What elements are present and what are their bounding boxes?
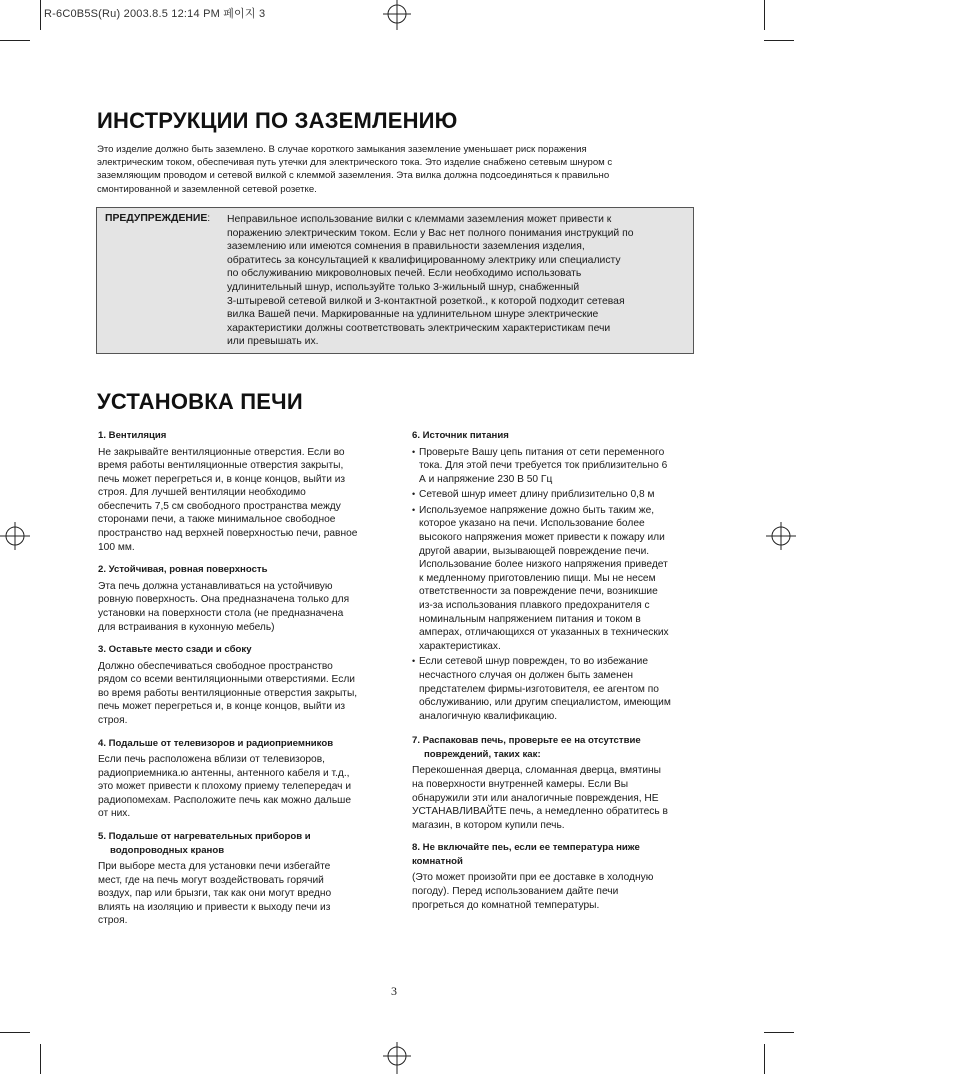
body-line: обнаружили эти или аналогичные повреждения, НЕ: [412, 792, 659, 804]
title-line: 7. Распаковав печь, проверьте ее на отсутствие: [412, 735, 641, 747]
registration-mark-left-icon: [0, 520, 32, 552]
section-unpacking-title: [412, 734, 702, 761]
title-line: повреждений, таких как:: [424, 748, 541, 760]
section-surface-body: [98, 580, 388, 634]
warning-line: по обслуживанию микроволновых печей. Если необходимо использовать: [227, 268, 582, 280]
warning-colon: :: [207, 213, 211, 224]
bullet-item: [412, 488, 702, 502]
crop-mark-bottom-right-v: [764, 1044, 765, 1074]
bullet-line: высокого напряжения может привести к пожару или: [419, 532, 665, 544]
warning-line: характеристики должны соответствовать электрическим характеристикам печи: [227, 322, 611, 334]
crop-mark-top-left-v: [40, 0, 41, 30]
registration-mark-bottom-icon: [381, 1040, 413, 1074]
grounding-intro: [97, 143, 687, 196]
section-temperature-body: [412, 871, 702, 912]
body-line: установки на поверхности стола (не предназначена: [98, 607, 344, 619]
body-line: печь может перегреться и, в конце концов, выйти из: [98, 473, 346, 485]
body-line: рядом со всеми вентиляционными отверстиями. Если: [98, 674, 355, 686]
page-number: 3: [391, 984, 397, 998]
bullet-line: несчастного случая он должен быть заменен: [419, 670, 634, 681]
bullet-line: тока. Для этой печи требуется ток приблизительно 6: [419, 460, 668, 472]
bullet-line: амперах, отличающихся от указанных в технических: [419, 627, 669, 639]
warning-line: поражению электрическим током. Если у Вас нет полного понимания инструкций по: [227, 227, 634, 239]
body-line: обеспечить 7,5 см свободного пространства между: [98, 500, 341, 512]
bullet-line: обслуживанию, или другим специалистом, имеющим: [419, 697, 671, 709]
warning-box: [96, 207, 694, 354]
crop-mark-top-left-h: [0, 40, 30, 41]
section-temperature-title: [412, 841, 702, 868]
warning-line: или превышать их.: [227, 336, 319, 348]
warning-line: 3-штыревой сетевой вилкой и 3-контактной розеткой., к которой подходит сетевая: [227, 295, 625, 307]
grounding-title: ИНСТРУКЦИИ ПО ЗАЗЕМЛЕНИЮ: [97, 108, 458, 133]
warning-label-text: ПРЕДУПРЕЖДЕНИЕ: [105, 213, 208, 224]
bullet-line: номинальным напряжением питания и током в: [419, 613, 641, 625]
title-line: комнатной: [412, 855, 463, 867]
section-ventilation-title: 1. Вентиляция: [98, 430, 167, 441]
bullet-line: другой аварии, вызывающей повреждение печи.: [419, 545, 650, 557]
section-tv-radio-body: [98, 753, 388, 821]
print-header-code: R-6C0B5S(Ru) 2003.8.5 12:14 PM 페이지 3: [44, 8, 266, 20]
body-line: радиоприемника.ю антенны, антенного кабеля и т.д.,: [98, 767, 350, 779]
bullet-item: [412, 446, 702, 487]
bullet-line: Сетевой шнур имеет длину приблизительно 0,8 м: [419, 489, 655, 501]
section-heaters-body: [98, 860, 388, 928]
body-line: печь может перегреться и, в конце концов, выйти из: [98, 701, 346, 713]
body-line: от них.: [98, 808, 131, 820]
section-power-title: 6. Источник питания: [412, 430, 509, 441]
registration-mark-right-icon: [766, 520, 798, 552]
body-line: на поверхности внутренней камеры. Если Вы: [412, 778, 629, 790]
section-clearance-body: [98, 660, 388, 728]
installation-right-column: [412, 429, 702, 912]
warning-line: заземлению или имеются сомнения в правильности заземления изделия,: [227, 241, 585, 253]
section-unpacking-body: [412, 764, 702, 832]
section-tv-radio-title: 4. Подальше от телевизоров и радиоприемников: [98, 737, 334, 749]
bullet-item: [412, 504, 702, 654]
intro-line: заземляющим проводом и сетевой вилкой с клеммой заземления. Эта вилка должна подсоединяться к правильно: [97, 170, 610, 182]
installation-title: УСТАНОВКА ПЕЧИ: [97, 389, 303, 414]
crop-mark-top-right-v: [764, 0, 765, 30]
body-line: во время работы вентиляционные отверстия закрыты,: [98, 687, 358, 699]
title-line: водопроводных кранов: [110, 844, 225, 856]
body-line: это может привести к плохому приему телепередач и: [98, 781, 352, 793]
bullet-line: Если сетевой шнур поврежден, то во избежание: [419, 656, 648, 668]
intro-line: Это изделие должно быть заземлено. В случае короткого замыкания заземление уменьшает риск поражения: [97, 144, 587, 155]
bullet-line: к медленному приготовлению пищи. Мы не несем: [419, 572, 656, 584]
body-line: Должно обеспечиваться свободное пространство: [98, 660, 333, 672]
warning-label: [105, 213, 210, 224]
body-line: (Это может произойти при ее доставке в холодную: [412, 872, 654, 884]
section-heaters-title: [98, 830, 388, 857]
intro-line: смонтированной и заземленной сетевой розетке.: [97, 183, 317, 195]
crop-mark-top-right-h: [764, 40, 794, 41]
bullet-line: А и напряжение 230 В 50 Гц: [419, 473, 553, 485]
intro-line: электрическим током, обеспечивая путь утечки для электрического тока. Это изделие снабжено сетевым шнуром с: [97, 157, 613, 169]
body-line: строя.: [98, 715, 128, 726]
section-ventilation-body: [98, 446, 388, 555]
body-line: магазин, в котором купили печь.: [412, 819, 565, 831]
section-surface-title: 2. Устойчивая, ровная поверхность: [98, 564, 268, 576]
warning-line: обратитесь за консультацией к квалифицированному электрику или специалисту: [227, 254, 621, 266]
body-line: строя.: [98, 915, 128, 927]
bullet-line: предстателем фирмы-изготовителя, ее агентом по: [419, 683, 659, 695]
body-line: время работы вентиляционные отверстия закрыты,: [98, 460, 344, 472]
crop-mark-bottom-left-v: [40, 1044, 41, 1074]
bullet-line: Используемое напряжение дожно быть таким же,: [419, 504, 655, 516]
crop-mark-bottom-left-h: [0, 1032, 30, 1033]
body-line: ровную поверхность. Она предназначена только для: [98, 594, 350, 606]
bullet-line: Проверьте Вашу цепь питания от сети переменного: [419, 446, 665, 458]
warning-line: Неправильное использование вилки с клеммами заземления может привести к: [227, 214, 612, 225]
warning-line: удлинительный шнур, используйте только 3-жильный шнур, снабженный: [227, 281, 580, 293]
title-line: 8. Не включайте пеь, если ее температура ниже: [412, 842, 640, 854]
crop-mark-bottom-right-h: [764, 1032, 794, 1033]
body-line: УСТАНАВЛИВАЙТЕ печь, а немедленно обратитесь в: [412, 806, 668, 818]
body-line: погоду). Перед использованием дайте печи: [412, 885, 619, 897]
body-line: радиопомехам. Расположите печь как можно дальше: [98, 794, 352, 806]
body-line: строя. Для лучшей вентиляции необходимо: [98, 487, 306, 499]
body-line: 100 мм.: [98, 541, 135, 553]
body-line: пространство над верхней поверхностью печи, равное: [98, 528, 358, 540]
bullet-line: из-за использования плавкого предохранителя с: [419, 600, 650, 612]
installation-left-column: [98, 429, 388, 928]
body-line: Если печь расположена вблизи от телевизоров,: [98, 754, 325, 766]
bullet-line: которое указано на печи. Использование более: [419, 518, 645, 530]
bullet-line: аналогичную квалификацию.: [419, 710, 558, 722]
warning-line: вилка Вашей печи. Маркированные на удлинительном шнуре электрические: [227, 309, 599, 321]
body-line: При выборе места для установки печи избегайте: [98, 861, 331, 873]
body-line: Эта печь должна устанавливаться на устойчивую: [98, 580, 333, 592]
bullet-item: [412, 655, 702, 723]
body-line: воздух, пар или брызги, так как они могут вредно: [98, 888, 332, 900]
body-line: прогреться до комнатной температуры.: [412, 899, 600, 911]
section-clearance-title: 3. Оставьте место сзади и сбоку: [98, 644, 252, 656]
title-line: 5. Подальше от нагревательных приборов и: [98, 831, 311, 843]
power-bullet-list: [412, 446, 702, 724]
bullet-line: Использование более низкого напряжения приведет: [419, 559, 668, 571]
warning-text: [227, 213, 689, 349]
body-line: для встраивания в кухонную мебель): [98, 621, 275, 633]
bullet-line: ответственности за повреждение печи, возникшие: [419, 586, 658, 598]
body-line: Не закрывайте вентиляционные отверстия. Если во: [98, 446, 345, 458]
body-line: сторонами печи, а также минимальное свободное: [98, 514, 336, 526]
body-line: мест, где на печь могут воздействовать горячий: [98, 874, 324, 886]
body-line: Перекошенная дверца, сломанная дверца, вмятины: [412, 765, 662, 777]
registration-mark-top-icon: [381, 0, 413, 32]
body-line: влиять на изоляцию и привести к выходу печи из: [98, 901, 331, 913]
bullet-line: характеристиках.: [419, 640, 501, 652]
